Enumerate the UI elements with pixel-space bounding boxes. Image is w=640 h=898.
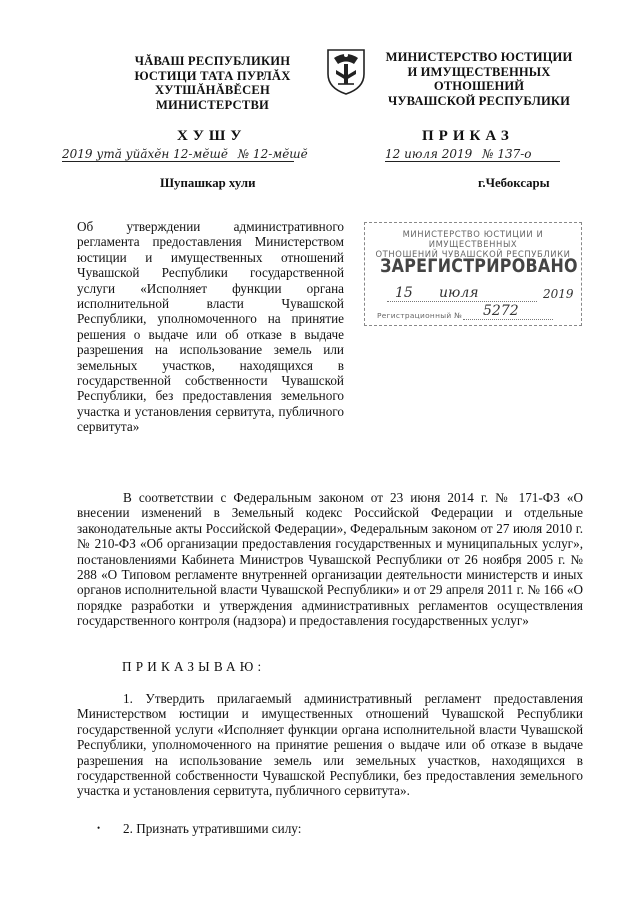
bullet-mark: • [97, 823, 101, 833]
stamp-reg-number: 5272 [483, 303, 519, 319]
order-item-2-text: 2. Признать утратившими силу: [123, 821, 302, 836]
handwritten-number-russian: № 137-о [482, 147, 532, 161]
handwritten-date-number-chuvash [62, 147, 308, 162]
handwritten-number-chuvash: № 12-мĕшĕ [237, 147, 308, 161]
chuvash-coat-of-arms-icon [324, 46, 368, 96]
ministry-name-chuvash-line: ЮСТИЦИ ТАТА ПУРЛĂХ [134, 68, 291, 83]
ministry-name-chuvash-line: МИНИСТЕРСТВИ [155, 97, 270, 112]
ministry-name-russian-line: И ИМУЩЕСТВЕННЫХ [407, 64, 551, 79]
order-subject-text: Об утверждении административного регламента предоставления Министерством юстиции и имущественных отношений Чувашской Республики государственной услуги «Исполняет функции органа исполнительной власти Чувашской Республики, уполномоченного на принятие решения о выдаче или об отказе в выдаче разрешения на использование земель или земельных участков, находящихся в государственной собственности Чувашской Республики, без предоставления земельного участка и установления сервитута, публичного сервитута» [77, 219, 344, 435]
orders-heading: ПРИКАЗЫВАЮ: [122, 659, 266, 674]
stamp-reg-label: Регистрационный № [377, 311, 463, 320]
doc-title-russian: ПРИКАЗ [422, 128, 514, 144]
ministry-name-russian-line: МИНИСТЕРСТВО ЮСТИЦИИ [385, 50, 573, 64]
order-item-1-text: 1. Утвердить прилагаемый административный регламент предоставления Министерством юстиции и имущественных отношений Чувашской Республики государственной услуги «Исполняет функции органа исполнительной власти Чувашской Республики, уполномоченного на принятие решения о выдаче или об отказе в выдаче разрешения на использование земель или земельных участков, находящихся в государственной собственности Чувашской Республики, без предоставления земельного участка и установления сервитута, публичного сервитута». [77, 691, 583, 799]
order-subject [77, 219, 344, 435]
preamble-text: В соответствии с Федеральным законом от 23 июня 2014 г. № 171-ФЗ «О внесении изменений в Земельный кодекс Российской Федерации и отдельные законодательные акты Российской Федерации», Федеральным законом от 27 июля 2010 г. № 210-ФЗ «Об организации предоставления государственных и муниципальных услуг», постановлениями Кабинета Министров Чувашской Республики от 26 ноября 2005 г. № 288 «О Типовом регламенте внутренней организации деятельности министерств и иных органов исполнительной власти Чувашской Республики» и от 29 апреля 2011 г. № 166 «О порядке разработки и утверждения административных регламентов осуществления государственного контроля (надзора) и предоставления государственных услуг» [77, 490, 583, 629]
order-item-2 [77, 821, 583, 836]
stamp-organization [369, 229, 577, 259]
stamp-registered-label: ЗАРЕГИСТРИРОВАНО [380, 256, 578, 277]
ministry-name-russian [374, 50, 584, 108]
order-item-1 [77, 691, 583, 799]
stamp-org-line: ОТНОШЕНИЙ ЧУВАШСКОЙ РЕСПУБЛИКИ [375, 249, 571, 259]
ministry-name-chuvash-line: ЧĂВАШ РЕСПУБЛИКИН [134, 54, 291, 68]
stamp-date-line [387, 301, 537, 302]
doc-title-chuvash: ХУШУ [177, 128, 247, 144]
stamp-date-year: 2019 [543, 287, 574, 301]
ministry-name-russian-line: ОТНОШЕНИЙ [433, 79, 525, 94]
handwritten-date-russian: 12 июля 2019 [385, 147, 473, 161]
stamp-org-line: МИНИСТЕРСТВО ЮСТИЦИИ И ИМУЩЕСТВЕННЫХ [402, 229, 544, 249]
stamp-date-day: 15 [395, 285, 413, 301]
ministry-name-russian-line: ЧУВАШСКОЙ РЕСПУБЛИКИ [387, 93, 570, 108]
handwritten-date-chuvash: 2019 утă уйăхĕн 12-мĕшĕ [62, 147, 228, 161]
handwritten-date-number-russian [385, 147, 560, 162]
ministry-name-chuvash-line: ХУТШĂНĂВĔСЕН [154, 83, 271, 98]
stamp-number-line [463, 319, 553, 320]
stamp-date-month: июля [439, 285, 479, 301]
place-chuvash: Шупашкар хули [160, 176, 256, 190]
place-russian: г.Чебоксары [478, 176, 550, 190]
preamble [77, 490, 583, 629]
ministry-name-chuvash [110, 54, 315, 112]
registration-stamp [364, 222, 582, 326]
